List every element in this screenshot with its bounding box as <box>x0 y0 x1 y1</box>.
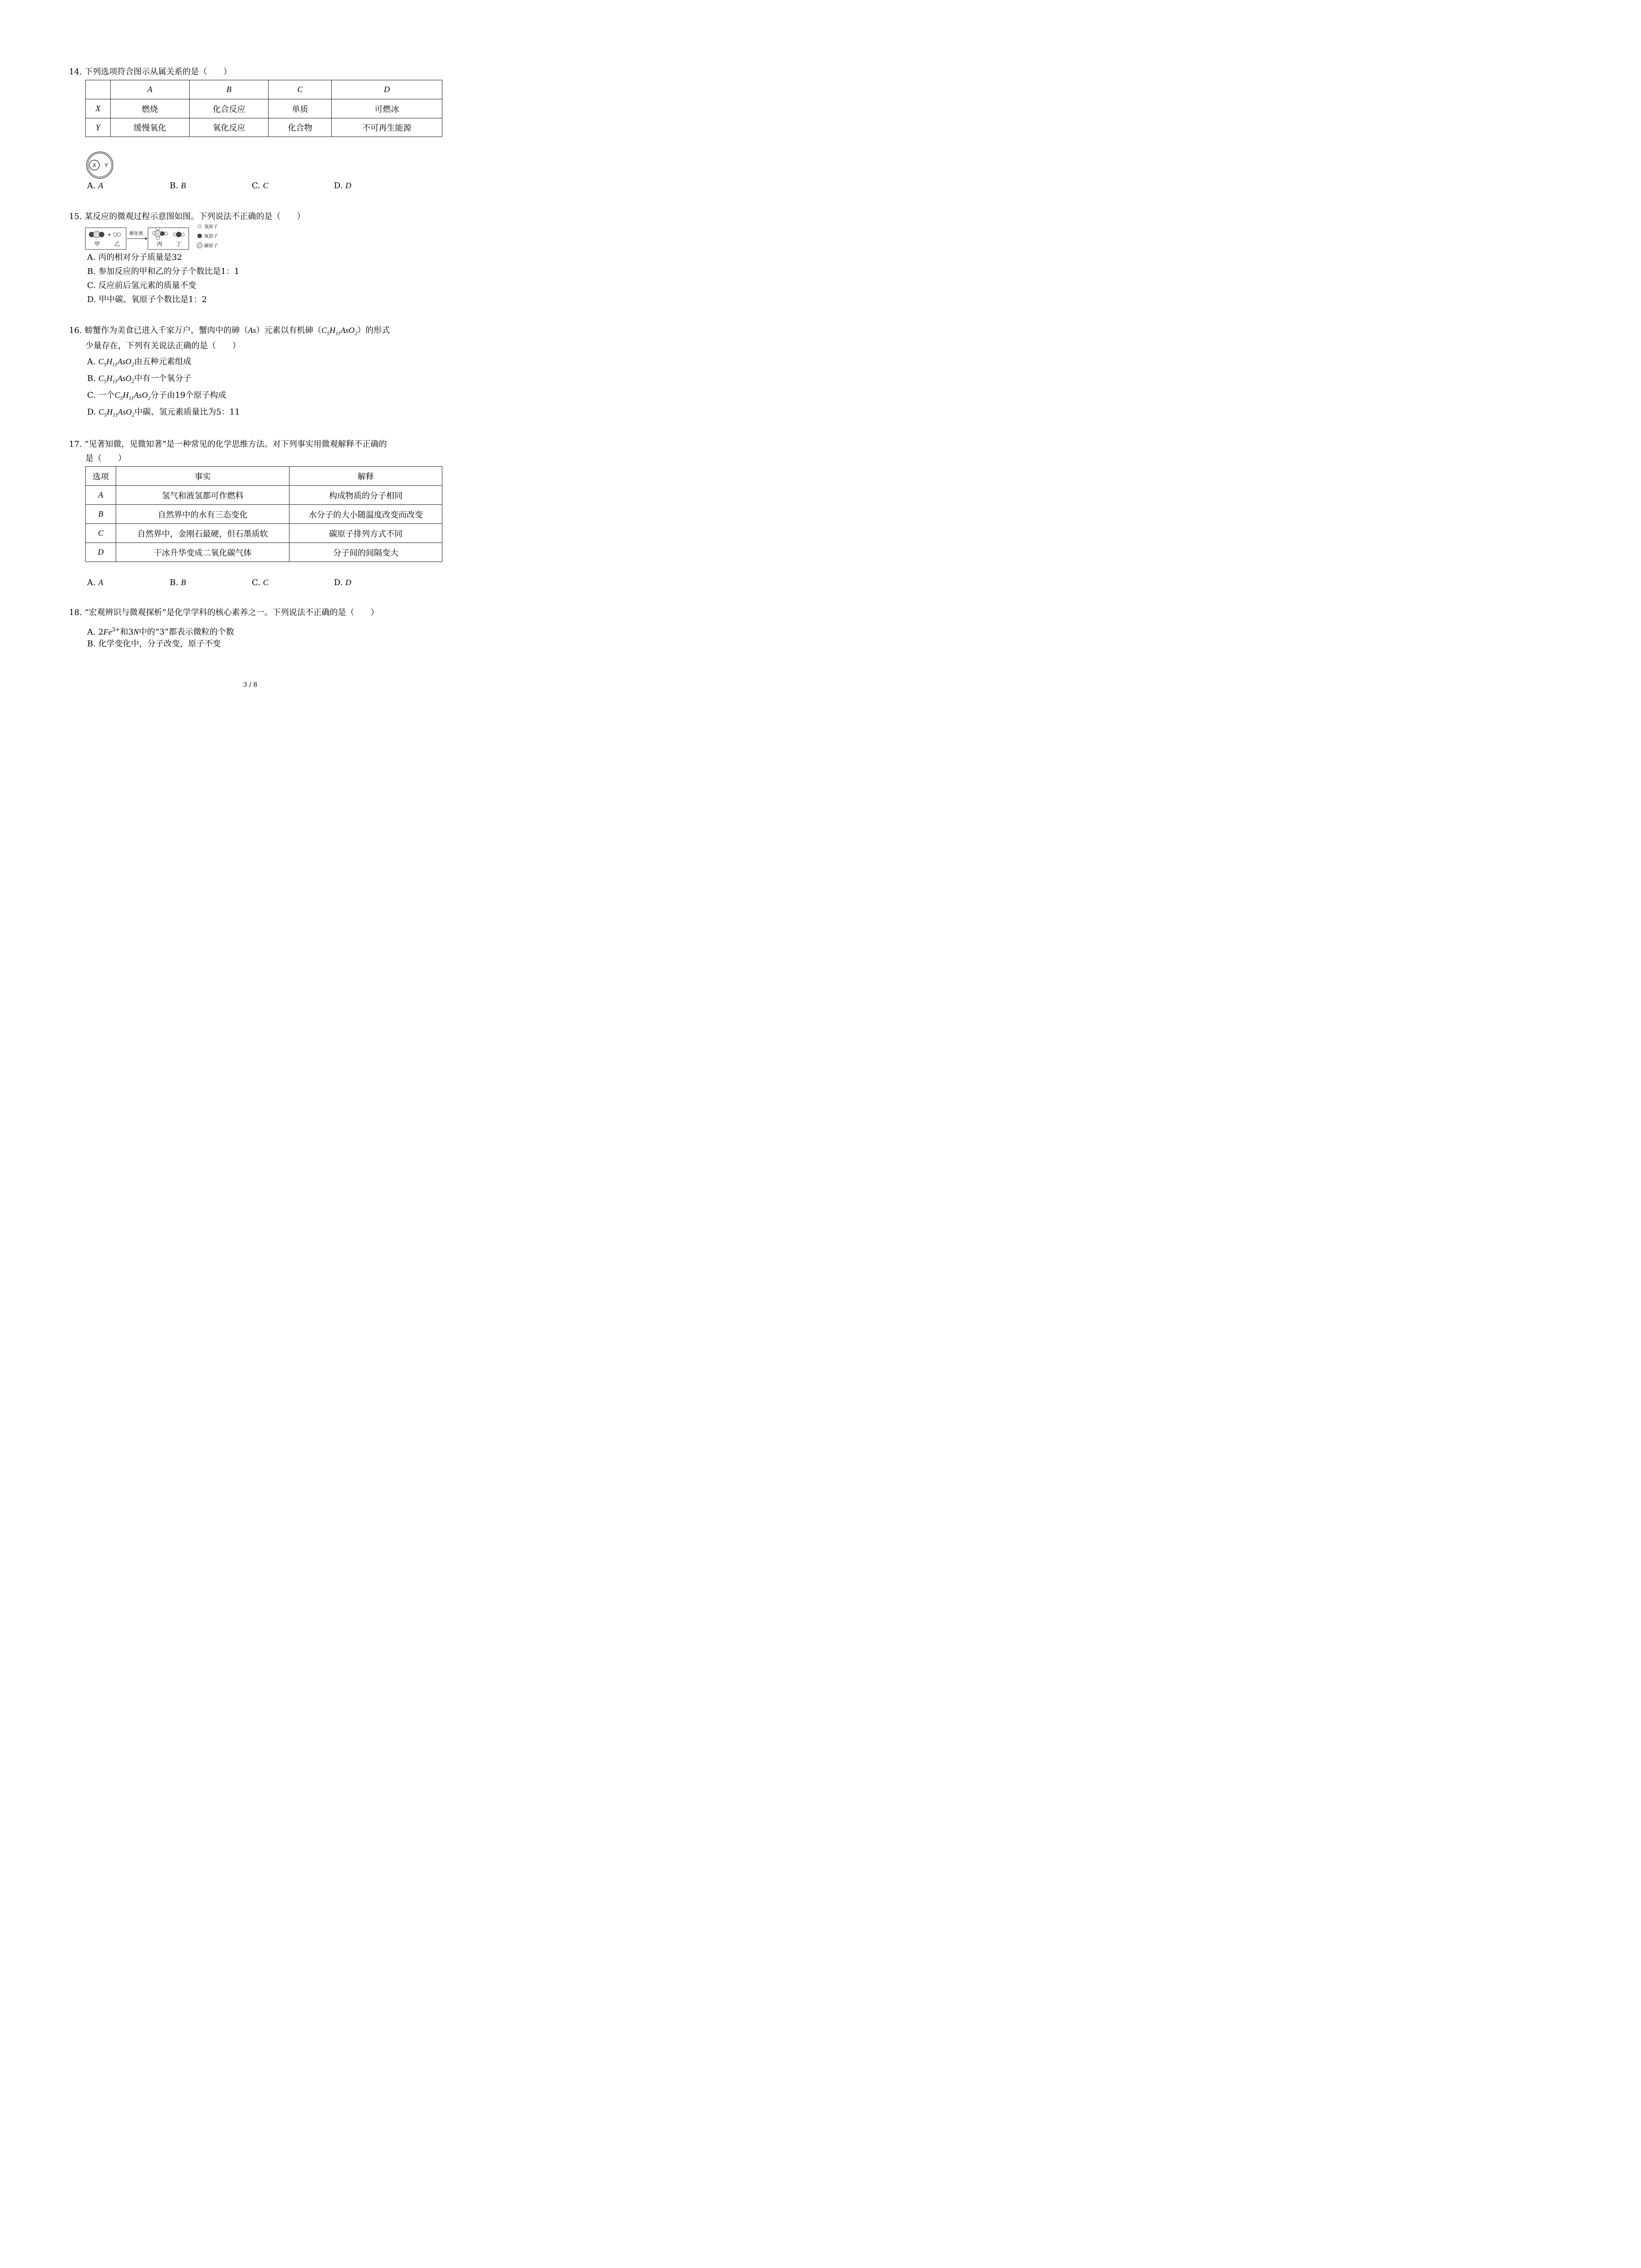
option-prefix: B. <box>170 181 178 191</box>
table-row <box>86 543 442 562</box>
table-row <box>86 486 442 505</box>
q17-options <box>87 578 405 589</box>
q14-header-cell <box>86 80 111 99</box>
q17-explanation-cell: 水分子的大小随温度改变而改变 <box>289 505 442 524</box>
q14-row-label: Y <box>86 118 111 137</box>
option-prefix: D. <box>334 181 343 191</box>
oxygen-atom <box>160 231 165 236</box>
hydrogen-atom <box>113 233 117 236</box>
option-d <box>334 181 351 191</box>
q14-cell: 单质 <box>269 99 332 118</box>
q14-cell: 化合反应 <box>189 99 269 118</box>
option-prefix: C. <box>252 578 260 587</box>
option-d <box>334 578 351 587</box>
formula: $C_5H_{11}AsO_2$ <box>98 407 135 418</box>
page-number: 3 / 8 <box>243 681 258 689</box>
arsenic-symbol: As <box>248 326 256 335</box>
q17-stem-line1: 17. “见著知微，见微知著”是一种常见的化学思维方法。对下列事实用微观解释不正确的 <box>69 440 387 449</box>
q16-option-b: B. $C_5H_{11}AsO_2$中有一个氧分子 <box>87 374 191 385</box>
catalyst-label: 催化剂 <box>129 231 143 236</box>
q15-option-a: A. 丙的相对分子质量是32 <box>87 253 182 262</box>
option-value: B <box>181 578 186 587</box>
option-prefix: C. <box>252 181 260 191</box>
option-b <box>170 181 186 191</box>
q16-stem-line1 <box>69 325 390 339</box>
oxygen-atom <box>99 232 104 237</box>
q14-header-cell: B <box>189 80 269 99</box>
option-value: A <box>98 578 103 587</box>
carbon-atom <box>155 230 161 237</box>
q17-header-cell: 选项 <box>86 467 116 486</box>
reactant-label-yi: 乙 <box>114 241 120 247</box>
diagram-label-y: Y <box>104 162 108 168</box>
option-value: D <box>345 578 352 587</box>
option-c <box>252 181 269 191</box>
reaction-diagram <box>84 224 223 250</box>
q14-options <box>87 181 405 192</box>
reactant-label-jia: 甲 <box>94 241 100 247</box>
q14-header-cell: A <box>110 80 189 99</box>
formula: $C_5H_{11}AsO_2$ <box>98 357 134 368</box>
q17-header-cell: 事实 <box>116 467 289 486</box>
q18-option-a: A. $2Fe^{3+}$和3N中的“3”都表示微粒的个数 <box>87 626 234 637</box>
q15-option-b: B. 参加反应的甲和乙的分子个数比是1：1 <box>87 267 240 276</box>
q16-stem-line2: 少量存在，下列有关说法正确的是（ ） <box>85 341 240 351</box>
nested-circles-diagram <box>85 152 114 179</box>
reactants-box <box>85 228 126 249</box>
q17-stem-line2: 是（ ） <box>85 454 126 463</box>
q16-stem-text: 16. 螃蟹作为美食已进入千家万户，蟹肉中的砷（ <box>69 326 248 335</box>
q17-fact-cell: 自然界中的水有三态变化 <box>116 505 289 524</box>
formula: $C_5H_{11}AsO_2$ <box>98 374 134 385</box>
hydrogen-atom <box>173 233 176 236</box>
exam-page <box>0 0 500 708</box>
q14-cell: 氧化反应 <box>189 118 269 137</box>
q18-option-b: B. 化学变化中，分子改变，原子不变 <box>87 639 221 649</box>
option-c <box>252 578 269 587</box>
q14-cell: 不可再生能源 <box>332 118 442 137</box>
q14-header-cell: C <box>269 80 332 99</box>
q14-cell: 可燃冰 <box>332 99 442 118</box>
product-label-bing: 丙 <box>157 241 163 247</box>
legend-carbon-icon <box>197 243 202 248</box>
q17-explanation-cell: 碳原子排列方式不同 <box>289 524 442 543</box>
outer-circle-y <box>87 152 113 178</box>
legend-oxygen-icon <box>197 234 202 238</box>
q17-option-cell: D <box>86 543 116 562</box>
option-value: A <box>98 181 103 190</box>
plus-sign: + <box>107 232 112 238</box>
legend-oxygen-label: 氧原子 <box>204 234 218 239</box>
q14-cell: 燃烧 <box>110 99 189 118</box>
hydrogen-atom <box>157 237 160 240</box>
legend-carbon-label: 碳原子 <box>204 244 218 249</box>
q17-option-cell: C <box>86 524 116 543</box>
q14-row-label: X <box>86 99 111 118</box>
option-value: D <box>345 181 352 190</box>
q17-fact-cell: 自然界中，金刚石最硬，但石墨质软 <box>116 524 289 543</box>
option-a <box>87 578 103 587</box>
option-b <box>170 578 186 587</box>
option-prefix: B. <box>170 578 178 587</box>
option-a <box>87 181 103 191</box>
option-prefix: D. <box>334 578 343 587</box>
q14-table <box>85 80 442 137</box>
q17-fact-cell: 干冰升华变成二氧化碳气体 <box>116 543 289 562</box>
q15-option-d: D. 甲中碳、氧原子个数比是1：2 <box>87 295 207 304</box>
q17-header-cell: 解释 <box>289 467 442 486</box>
q17-fact-cell: 氢气和液氢都可作燃料 <box>116 486 289 505</box>
q17-table <box>85 466 442 562</box>
q14-cell: 化合物 <box>269 118 332 137</box>
option-prefix: A. <box>87 578 96 587</box>
legend-hydrogen-label: 氢原子 <box>204 225 218 230</box>
formula: $C_5H_{11}AsO_2$ <box>114 391 151 401</box>
q17-explanation-cell: 分子间的间隔变大 <box>289 543 442 562</box>
q16-option-c: C. 一个$C_5H_{11}AsO_2$分子由19个原子构成 <box>87 391 226 401</box>
option-value: B <box>181 181 186 190</box>
q14-stem: 14. 下列选项符合图示从属关系的是（ ） <box>69 67 232 77</box>
table-row <box>86 505 442 524</box>
nitrogen-symbol: N <box>133 627 139 636</box>
q16-stem-text: ）的形式 <box>357 326 390 335</box>
q17-explanation-cell: 构成物质的分子相同 <box>289 486 442 505</box>
table-row <box>86 524 442 543</box>
outer-circle-y-inner-ring <box>88 153 112 177</box>
q14-header-cell: D <box>332 80 442 99</box>
table-row <box>86 99 442 118</box>
legend-hydrogen-icon <box>198 225 201 228</box>
hydrogen-atom <box>117 233 121 236</box>
arrow-head <box>145 237 147 240</box>
q18-stem: 18. “宏观辨识与微观探析”是化学学科的核心素养之一。下列说法不正确的是（ ） <box>69 608 379 617</box>
formula: $C_5H_{11}AsO_2$ <box>321 326 358 337</box>
product-label-ding: 丁 <box>176 241 182 247</box>
q16-stem-text: ）元素以有机砷（ <box>256 326 322 335</box>
hydrogen-atom <box>157 227 160 230</box>
hydrogen-atom <box>165 232 168 235</box>
option-value: C <box>263 578 269 587</box>
diagram-label-x: X <box>93 162 96 168</box>
q14-cell: 缓慢氧化 <box>110 118 189 137</box>
oxygen-atom <box>176 232 181 237</box>
option-prefix: A. <box>87 181 96 191</box>
iron-symbol: Fe <box>103 627 112 636</box>
q15-option-c: C. 反应前后氢元素的质量不变 <box>87 281 196 290</box>
hydrogen-atom <box>181 233 185 236</box>
q16-option-a: A. $C_5H_{11}AsO_2$由五种元素组成 <box>87 357 191 368</box>
q17-option-cell: B <box>86 505 116 524</box>
table-row <box>86 118 442 137</box>
option-value: C <box>263 181 269 190</box>
products-box <box>148 228 189 249</box>
q15-stem: 15. 某反应的微观过程示意图如图。下列说法不正确的是（ ） <box>69 212 305 221</box>
ion-charge: 3+ <box>112 626 120 633</box>
q17-option-cell: A <box>86 486 116 505</box>
q16-option-d: D. $C_5H_{11}AsO_2$中碳、氢元素质量比为5：11 <box>87 407 240 418</box>
